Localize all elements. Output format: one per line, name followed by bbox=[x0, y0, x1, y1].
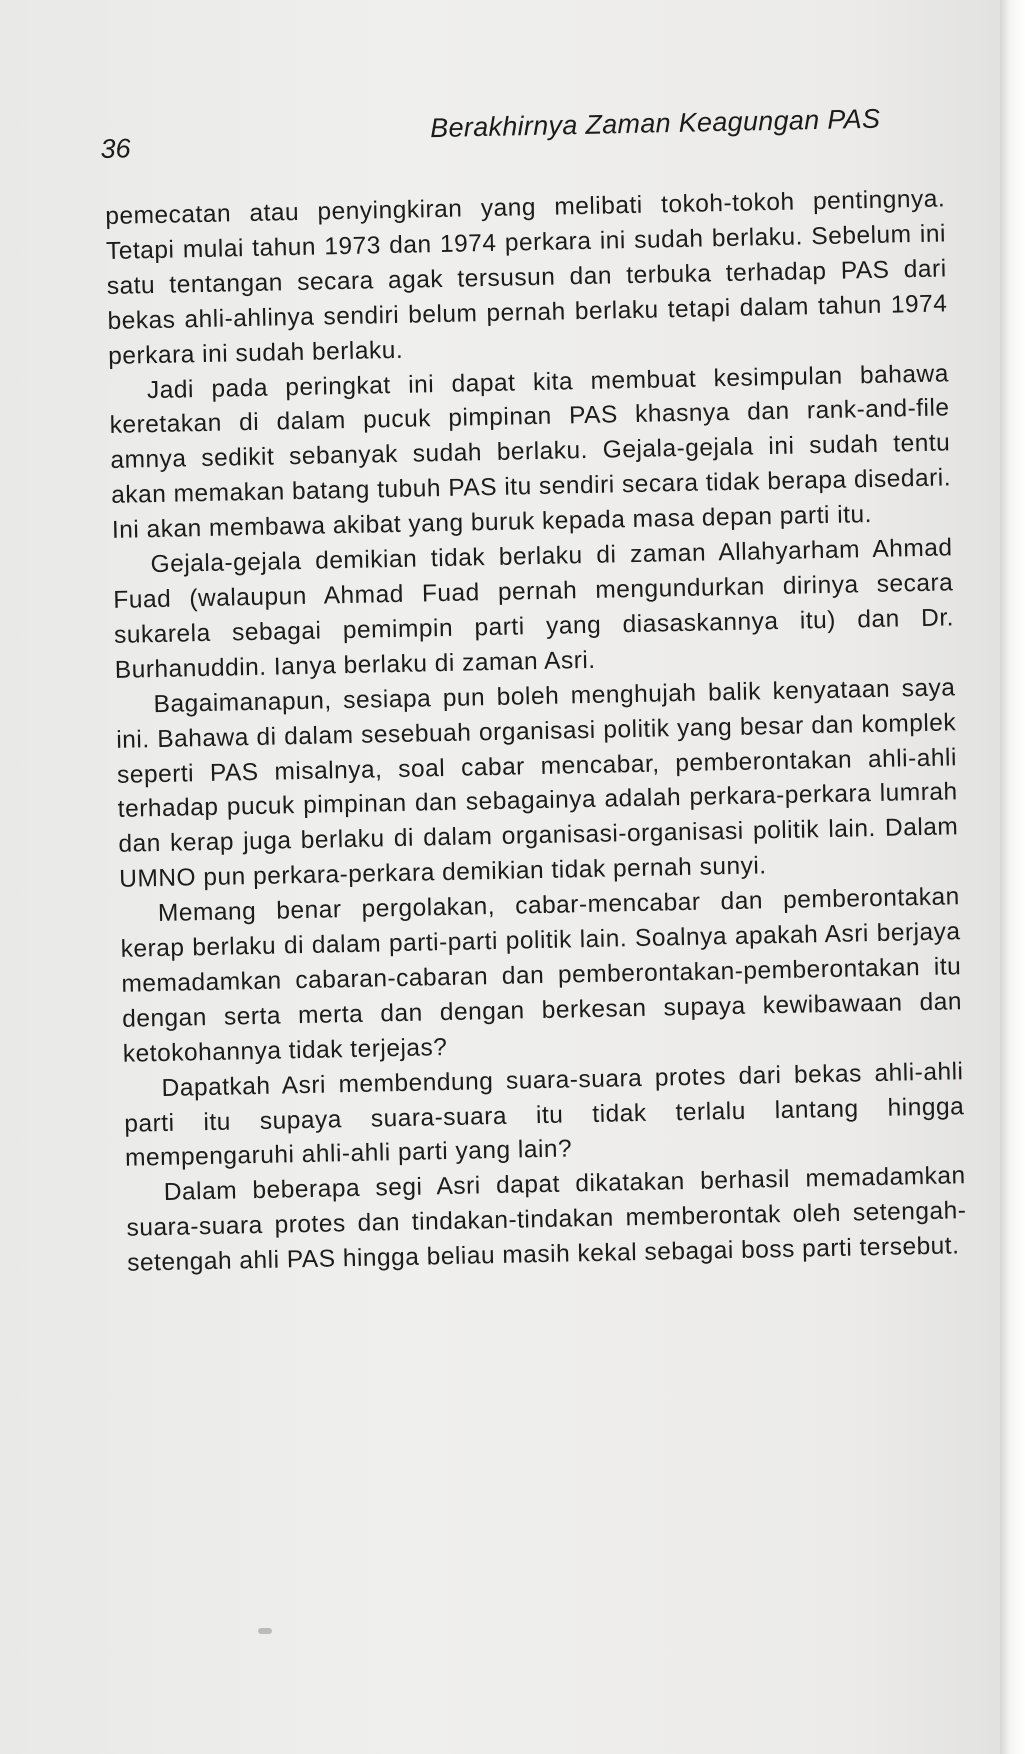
running-head: Berakhirnya Zaman Keagungan PAS bbox=[429, 103, 881, 144]
paragraph: Dalam beberapa segi Asri dapat dikatakan berhasil memadamkan suara-suara protes dan tindakan-tindakan memberontak oleh setengah-setengah ahli PAS hingga beliau masih kekal sebagai boss parti tersebut. bbox=[126, 1162, 967, 1277]
ink-smudge bbox=[258, 1628, 272, 1634]
paragraph: Jadi pada peringkat ini dapat kita membuat kesimpulan bahawa keretakan di dalam pucuk pimpinan PAS khasnya dan rank-and-file amnya sedikit sebanyak sudah berlaku. Gejala-gejala ini sudah tentu akan memakan batang tubuh PAS itu sendiri secara tidak berapa disedari. Ini akan membawa akibat yang buruk kepada masa depan parti itu. bbox=[109, 359, 952, 545]
page-edge bbox=[1000, 0, 1025, 1754]
page-header bbox=[100, 102, 941, 180]
paragraph: Gejala-gejala demikian tidak berlaku di zaman Allahyarham Ahmad Fuad (walaupun Ahmad Fuad pernah mengundurkan dirinya secara sukarela sebagai pemimpin parti yang diasaskannya itu) dan Dr. Burhanuddin. Ianya berlaku di zaman Asri. bbox=[113, 534, 955, 684]
paragraph: Dapatkah Asri membendung suara-suara protes dari bekas ahli-ahli parti itu supaya suara-suara itu tidak terlalu lantang hingga mempengaruhi ahli-ahli parti yang lain? bbox=[124, 1057, 965, 1173]
paragraph: Bagaimanapun, sesiapa pun boleh menghujah balik kenyataan saya ini. Bahawa di dalam sesebuah organisasi politik yang besar dan komplek seperti PAS misalnya, soal cabar mencabar, pemberontakan ahli-ahli terhadap pucuk pimpinan dan sebagainya adalah perkara-perkara lumrah dan kerap juga berlaku di dalam organisasi-organisasi politik lain. Dalam UMNO pun perkara-perkara demikian tidak pernah sunyi. bbox=[116, 673, 959, 894]
page-number: 36 bbox=[100, 133, 131, 164]
paragraph: pemecatan atau penyingkiran yang melibati tokoh-tokoh pentingnya. Tetapi mulai tahun 1973 dan 1974 perkara ini sudah berlaku. Sebelum ini satu tentangan secara agak tersusun dan terbuka terhadap PAS dari bekas ahli-ahlinya sendiri belum pernah berlaku tetapi dalam tahun 1974 perkara ini sudah berlaku. bbox=[105, 185, 948, 370]
body-text bbox=[105, 182, 967, 1281]
paragraph: Memang benar pergolakan, cabar-mencabar dan pemberontakan kerap berlaku di dalam parti-parti politik lain. Soalnya apakah Asri berjaya memadamkan cabaran-cabaran dan pemberontakan-pemberontakan itu dengan serta merta dan dengan berkesan supaya kewibawaan dan ketokohannya tidak terjejas? bbox=[120, 883, 963, 1068]
